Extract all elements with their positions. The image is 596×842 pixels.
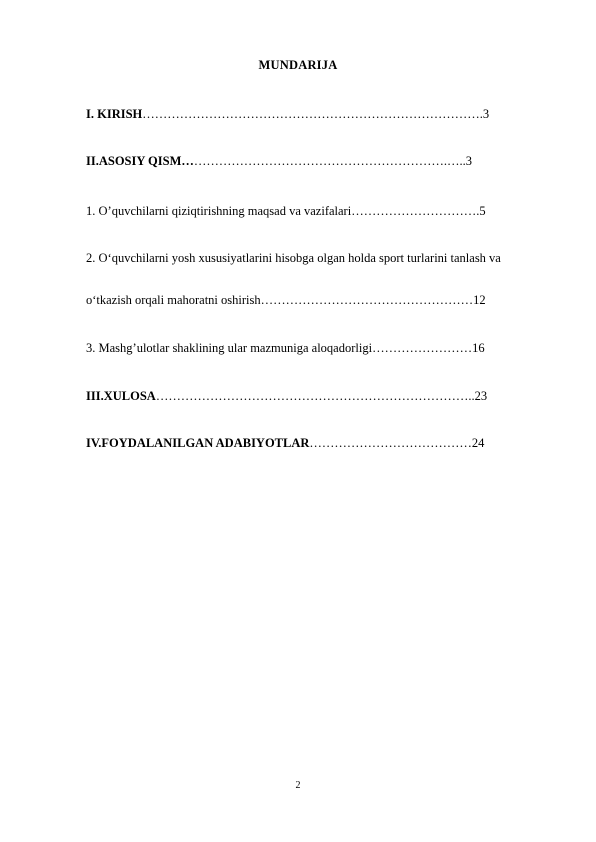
toc-entry-3 — [86, 340, 485, 356]
toc-entry-leader: ………………………………………………………………….. — [155, 389, 475, 403]
toc-entry-adabiyotlar — [86, 435, 484, 451]
page-title: MUNDARIJA — [258, 58, 338, 72]
page-number: 2 — [295, 780, 301, 791]
toc-entry-page: 12 — [473, 293, 486, 307]
toc-entry-page: 23 — [474, 389, 488, 403]
toc-entry-page: 24 — [471, 436, 485, 450]
toc-entry-label: 3. Mashg’ulotlar shaklining ular mazmuniga aloqadorligi — [86, 341, 373, 355]
toc-entry-leader: …………………………………………………….….. — [193, 154, 466, 168]
toc-entry-page: 16 — [472, 341, 485, 355]
toc-entry-page: 3 — [465, 154, 473, 168]
toc-entry-page: 5 — [479, 204, 486, 218]
toc-entry-label: I. KIRISH — [86, 107, 143, 121]
toc-entry-label: IV.FOYDALANILGAN ADABIYOTLAR — [86, 436, 310, 450]
toc-entry-2-line2 — [86, 292, 486, 308]
toc-entry-1 — [86, 203, 486, 219]
toc-entry-label: II.ASOSIY QISM… — [86, 154, 194, 168]
toc-entry-leader: …………………………………………… — [260, 293, 474, 307]
toc-entry-xulosa — [86, 388, 487, 404]
toc-entry-2-line1 — [86, 250, 501, 266]
toc-entry-leader: …………………… — [372, 341, 473, 355]
toc-entry-page: .3 — [479, 107, 490, 121]
toc-entry-asosiy-qism — [86, 153, 472, 169]
toc-entry-kirish — [86, 106, 489, 122]
toc-entry-label: 2. O‘quvchilarni yosh xususiyatlarini hisobga olgan holda sport turlarini tanlash va — [86, 251, 501, 265]
toc-entry-leader: ……………………………………………………………………… — [142, 107, 480, 121]
toc-entry-leader: ………………………………… — [309, 436, 472, 450]
toc-entry-label: III.XULOSA — [86, 389, 156, 403]
toc-entry-label: 1. O’quvchilarni qiziqtirishning maqsad va vazifalari — [86, 204, 352, 218]
toc-entry-label: o‘tkazish orqali mahoratni oshirish — [86, 293, 261, 307]
toc-entry-leader: …………………………. — [351, 204, 480, 218]
